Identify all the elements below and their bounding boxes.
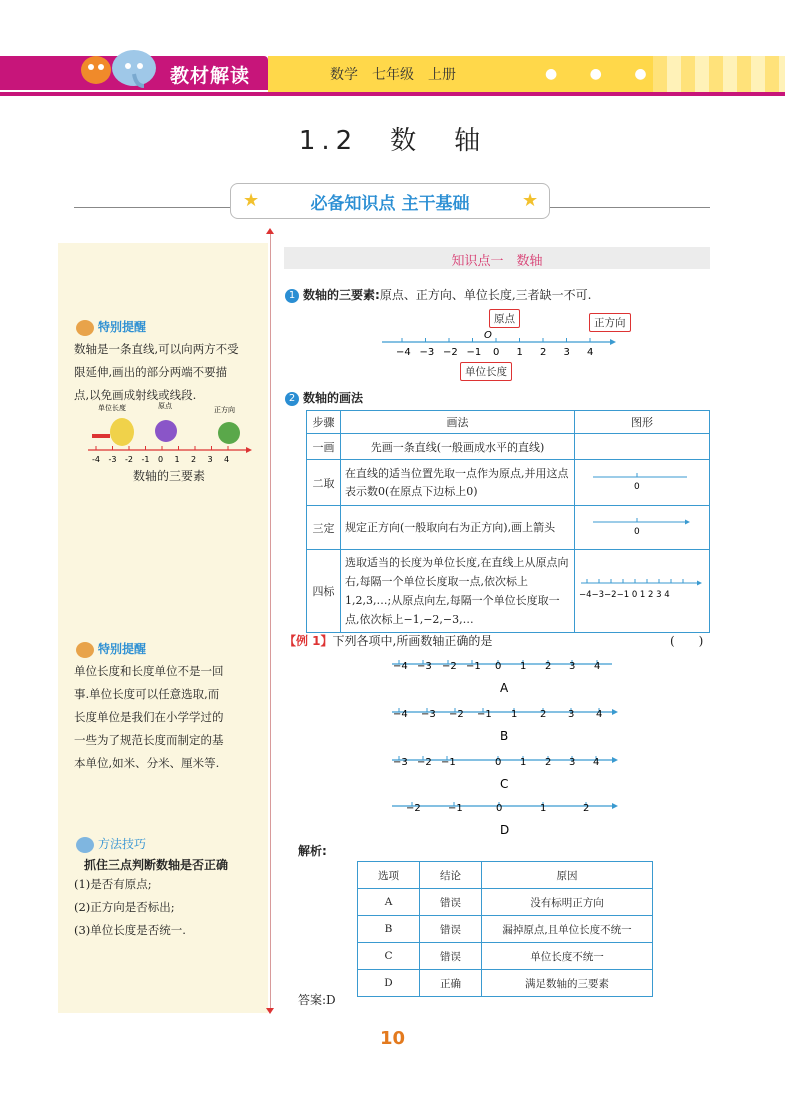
table-header-row: [307, 411, 710, 434]
callout-origin: 原点: [489, 309, 520, 328]
tick-label: 4: [596, 709, 603, 720]
section-banner-title: 必备知识点 主干基础: [310, 194, 470, 214]
column-divider: [270, 232, 271, 1012]
table-header: 选项: [358, 862, 420, 889]
table-row: [358, 916, 653, 943]
tick-label: 4: [587, 347, 594, 358]
figure-label: 单位长度: [98, 404, 126, 412]
table-row: [307, 506, 710, 550]
tick-label: 2: [545, 661, 552, 672]
tick-label: -2: [125, 455, 133, 464]
tip-heading: 特别提醒: [76, 640, 146, 658]
tick-label: 1: [174, 455, 180, 464]
step2-figure: [579, 469, 699, 493]
subject-label: 数学 七年级 上册: [330, 67, 456, 83]
conclusion-cell: 正确: [420, 970, 482, 997]
tick-label: 0: [496, 803, 503, 814]
answer-bracket: ( ): [670, 634, 704, 648]
tick-label: −1: [477, 709, 492, 720]
axis-arrow: [612, 709, 618, 715]
reason-cell: 漏掉原点,且单位长度不统一: [482, 916, 653, 943]
drawing-steps-table: [306, 410, 710, 633]
analysis-label: 解析:: [298, 844, 327, 858]
tick-label: 2: [583, 803, 590, 814]
table-row: [307, 434, 710, 460]
figure-cell: [575, 506, 710, 550]
knowledge-point-title: 知识点一 数轴: [451, 254, 543, 269]
tick-label: 2: [191, 455, 197, 464]
reason-cell: 单位长度不统一: [482, 943, 653, 970]
tick-label: 4: [593, 757, 600, 768]
option-label: D: [500, 823, 510, 837]
conclusion-cell: 错误: [420, 916, 482, 943]
item-number: 1: [285, 289, 299, 303]
tick-label: −1: [448, 803, 463, 814]
tick-label: −1: [466, 661, 481, 672]
tip-line: 点,以免画成射线或线段.: [74, 388, 197, 402]
tick-label: 3: [563, 347, 570, 358]
tick-label: −3: [417, 661, 432, 672]
figure-label: 原点: [158, 402, 172, 410]
tip3-body: [74, 873, 264, 942]
figure-caption: 数轴的三要素: [132, 469, 205, 483]
table-row: [358, 970, 653, 997]
tip-line: 长度单位是我们在小学学过的: [74, 710, 224, 724]
step3-figure: [579, 514, 699, 538]
tick-label: -4: [92, 455, 100, 464]
figure-cell: [575, 550, 710, 633]
tick-label: −1: [441, 757, 456, 768]
header-dots: ● ● ●: [545, 66, 661, 82]
tick-label: 3: [207, 455, 213, 464]
axis-arrow: [612, 803, 618, 809]
tick-label: −4: [393, 661, 408, 672]
option-cell: A: [358, 889, 420, 916]
tip-line: 事.单位长度可以任意选取,而: [74, 687, 220, 701]
divider-arrow-bottom: [266, 1008, 274, 1014]
tip-heading: 方法技巧: [76, 835, 146, 853]
conclusion-cell: 错误: [420, 889, 482, 916]
table-header: 步骤: [307, 411, 341, 434]
tick-label: 2: [540, 347, 547, 358]
tick-label: −4: [396, 347, 411, 358]
step-cell: 四标: [307, 550, 341, 633]
figure-label: 正方向: [214, 406, 235, 414]
step-cell: 二取: [307, 460, 341, 506]
option-cell: B: [358, 916, 420, 943]
tick-label: 0: [495, 661, 502, 672]
tick-label: 2: [540, 709, 547, 720]
tick-label: −2: [443, 347, 458, 358]
chapter-title: 1.2 数 轴: [298, 126, 487, 156]
tick-label: 1: [520, 661, 527, 672]
tick-label: 0: [158, 455, 164, 464]
example-question: 下列各项中,所画数轴正确的是: [332, 634, 493, 648]
header-pattern-block: [653, 56, 785, 92]
tick-label: −2: [449, 709, 464, 720]
series-title: 教材解读: [170, 65, 251, 87]
tick-label: 0: [495, 757, 502, 768]
method-title: 抓住三点判断数轴是否正确: [84, 858, 229, 872]
star-icon: ★: [522, 190, 539, 211]
step-cell: 一画: [307, 434, 341, 460]
tip1-body: [74, 338, 264, 407]
tick-label: 3: [568, 709, 575, 720]
option-cell: C: [358, 943, 420, 970]
tip-line: 本单位,如米、分米、厘米等.: [74, 756, 220, 770]
option-label: A: [500, 681, 509, 695]
option-cell: D: [358, 970, 420, 997]
table-header-row: [358, 862, 653, 889]
item2-line: [285, 389, 363, 406]
tick-label: 1: [516, 347, 523, 358]
tip-heading: 特别提醒: [76, 318, 146, 336]
option-label: B: [500, 729, 509, 743]
tip-icon: [76, 642, 94, 658]
method-cell: 先画一条直线(一般画成水平的直线): [341, 434, 575, 460]
zero-label: 0: [634, 527, 640, 537]
analysis-table: [357, 861, 653, 997]
tick-label: 1: [511, 709, 518, 720]
tick-label: -3: [108, 455, 117, 464]
tip-icon: [76, 837, 94, 853]
step4-figure: [579, 575, 705, 605]
tick-label: −3: [393, 757, 408, 768]
page-number: 10: [379, 1028, 406, 1049]
tick-label: 3: [569, 661, 576, 672]
table-row: [307, 550, 710, 633]
star-icon: ★: [243, 190, 260, 211]
example-line: [284, 632, 492, 649]
tick-label: 2: [545, 757, 552, 768]
item-number: 2: [285, 392, 299, 406]
tick-label: 3: [569, 757, 576, 768]
tick-label: -1: [141, 455, 150, 464]
tip-line: (3)单位长度是否统一.: [74, 923, 186, 937]
tick-label: −2: [442, 661, 457, 672]
axis-arrow: [612, 757, 618, 763]
tip-icon: [76, 320, 94, 336]
tip2-body: [74, 660, 266, 775]
reason-cell: 满足数轴的三要素: [482, 970, 653, 997]
answer-text: 答案:D: [298, 993, 336, 1007]
tick-label: −2: [406, 803, 421, 814]
option-label: C: [500, 777, 509, 791]
conclusion-cell: 错误: [420, 943, 482, 970]
three-elements-figure: [86, 400, 252, 468]
example-tag: 【例 1】: [284, 634, 333, 648]
tip-line: (1)是否有原点;: [74, 877, 152, 891]
callout-direction: 正方向: [589, 313, 631, 332]
number-line-main: [380, 328, 620, 362]
method-cell: 规定正方向(一般取向右为正方向),画上箭头: [341, 506, 575, 550]
tip-line: 限延伸,画出的部分两端不要描: [74, 365, 228, 379]
method-cell: 选取适当的长度为单位长度,在直线上从原点向右,每隔一个单位长度取一点,依次标上1,2,3,…;从原点向左,每隔一个单位长度取一点,依次标上−1,−2,−3,…: [341, 550, 575, 633]
mascot-yellow: [110, 418, 134, 446]
item-label: 数轴的三要素:: [303, 288, 380, 302]
tip-line: (2)正方向是否标出;: [74, 900, 175, 914]
table-header: 原因: [482, 862, 653, 889]
reason-cell: 没有标明正方向: [482, 889, 653, 916]
mascot-green: [218, 422, 240, 444]
zero-label: 0: [634, 482, 640, 492]
step-cell: 三定: [307, 506, 341, 550]
tick-labels: −4−3−2−1 0 1 2 3 4: [579, 589, 670, 600]
divider-arrow-top: [266, 228, 274, 234]
tip-line: 数轴是一条直线,可以向两方不受: [74, 342, 239, 356]
header-stripe-bottom: [0, 92, 785, 96]
tip-line: 一些为了规范长度而制定的基: [74, 733, 224, 747]
tip-line: 单位长度和长度单位不是一回: [74, 664, 224, 678]
figure-cell: [575, 434, 710, 460]
item-text: 原点、正方向、单位长度,三者缺一不可.: [379, 288, 592, 302]
tick-label: −4: [393, 709, 408, 720]
table-row: [307, 460, 710, 506]
tick-label: 4: [594, 661, 601, 672]
mascot-icon: [74, 46, 160, 90]
example-options-figure: [390, 650, 630, 840]
item1-line: [285, 286, 591, 303]
mascot-purple: [155, 420, 177, 442]
table-header: 画法: [341, 411, 575, 434]
tick-label: −2: [417, 757, 432, 768]
table-row: [358, 943, 653, 970]
figure-cell: [575, 460, 710, 506]
tick-label: −3: [419, 347, 435, 358]
tick-label: 0: [493, 347, 500, 358]
table-header: 图形: [575, 411, 710, 434]
item-label: 数轴的画法: [303, 391, 364, 405]
callout-unit: 单位长度: [460, 362, 512, 381]
table-header: 结论: [420, 862, 482, 889]
tick-label: 1: [520, 757, 527, 768]
origin-letter: O: [484, 330, 492, 341]
method-cell: 在直线的适当位置先取一点作为原点,并用这点表示数0(在原点下边标上0): [341, 460, 575, 506]
table-row: [358, 889, 653, 916]
ruler-icon: [92, 434, 110, 438]
tick-label: 1: [540, 803, 547, 814]
tick-label: 4: [224, 455, 230, 464]
tick-label: −1: [466, 347, 482, 358]
tick-label: −3: [421, 709, 436, 720]
